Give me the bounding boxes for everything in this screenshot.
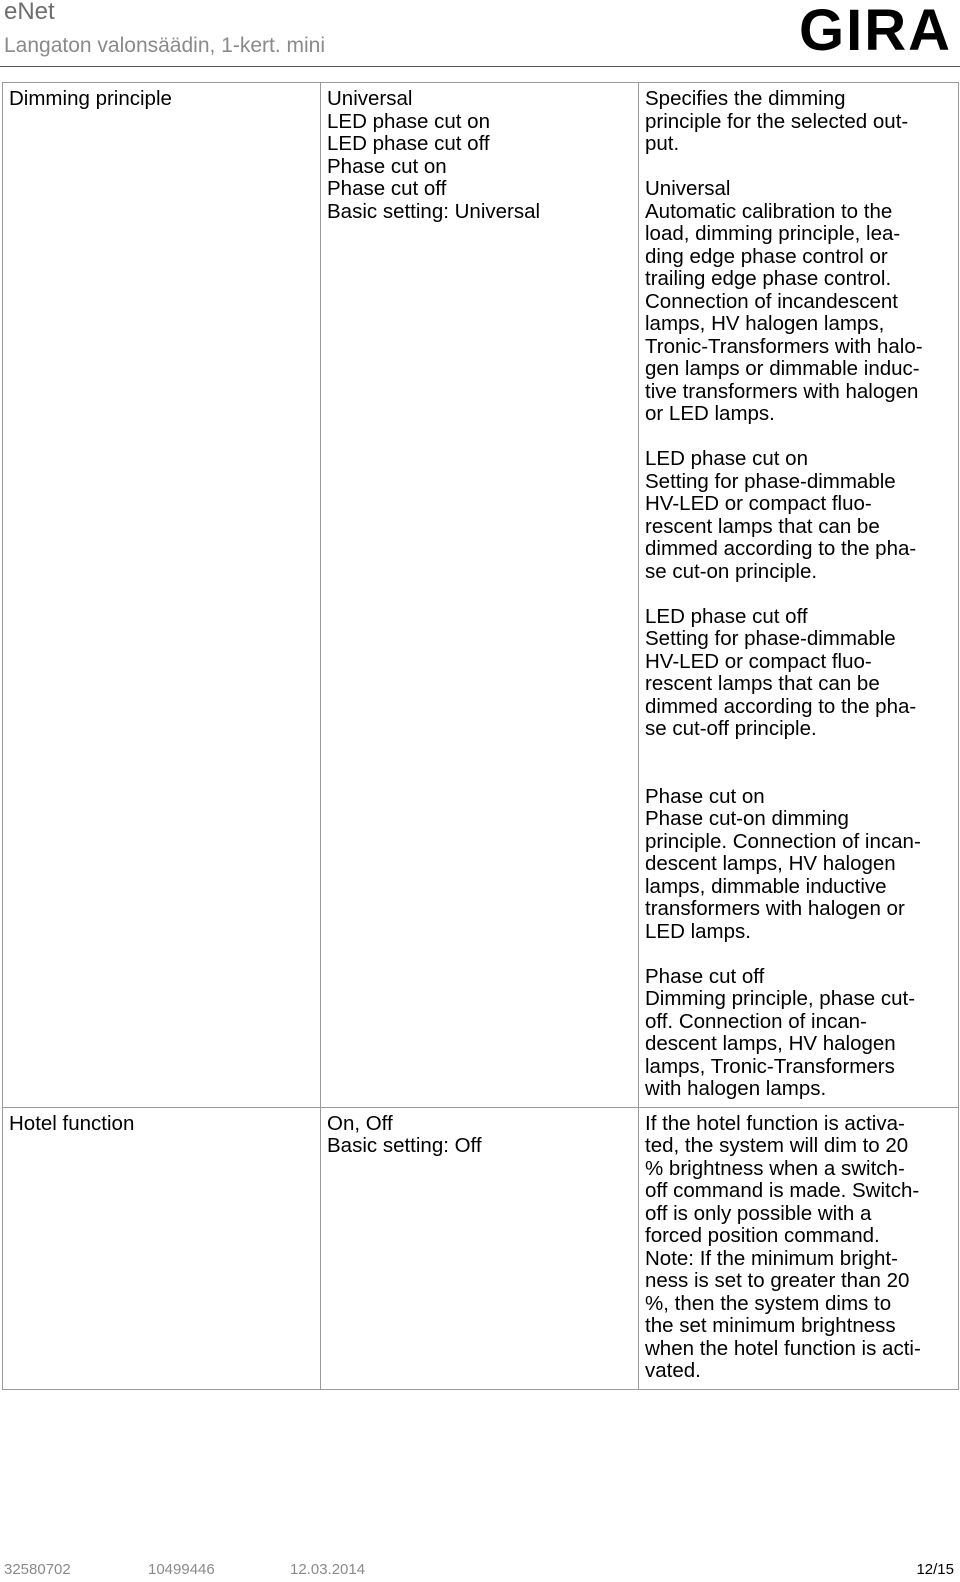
page-gap bbox=[645, 741, 952, 786]
setting-option: On, Off bbox=[327, 1111, 393, 1135]
description-line: Universal bbox=[645, 177, 731, 200]
parameter-settings-cell bbox=[321, 1107, 639, 1389]
parameter-settings-cell bbox=[321, 83, 639, 1108]
description-paragraph bbox=[645, 88, 952, 156]
description-line: Setting for phase-dimmable bbox=[645, 469, 896, 493]
description-line: ted, the system will dim to 20 bbox=[645, 1134, 909, 1157]
gira-logo-text: GIRA bbox=[799, 0, 952, 56]
setting-option: LED phase cut off bbox=[327, 132, 490, 155]
footer-document-id: 32580702 bbox=[4, 1561, 71, 1578]
description-line: LED phase cut on bbox=[645, 447, 808, 470]
description-line: % brightness when a switch- bbox=[645, 1156, 905, 1180]
description-line: rescent lamps that can be bbox=[645, 514, 880, 538]
description-line: put. bbox=[645, 132, 680, 155]
description-line: with halogen lamps. bbox=[645, 1077, 827, 1100]
description-paragraph bbox=[645, 786, 952, 944]
description-line: Tronic-Transformers with halo- bbox=[645, 334, 923, 358]
description-line: rescent lamps that can be bbox=[645, 672, 880, 695]
description-line: gen lamps or dimmable induc- bbox=[645, 357, 920, 380]
description-line: tive transformers with halogen bbox=[645, 379, 919, 403]
description-line: principle for the selected out- bbox=[645, 109, 909, 133]
footer-number: 10499446 bbox=[148, 1561, 215, 1578]
description-line: Automatic calibration to the bbox=[645, 199, 893, 223]
description-paragraph bbox=[645, 1113, 952, 1383]
description-line: se cut-off principle. bbox=[645, 717, 817, 740]
description-line: principle. Connection of incan- bbox=[645, 829, 921, 853]
description-line: off command is made. Switch- bbox=[645, 1179, 920, 1202]
parameter-name-cell bbox=[3, 1107, 321, 1389]
table-row bbox=[3, 83, 959, 1108]
description-line: transformers with halogen or bbox=[645, 897, 905, 920]
description-line: %, then the system dims to bbox=[645, 1291, 892, 1315]
parameter-name: Dimming principle bbox=[9, 87, 172, 110]
description-line: descent lamps, HV halogen bbox=[645, 1032, 896, 1055]
parameter-description-cell bbox=[639, 1107, 959, 1389]
description-line: lamps, HV halogen lamps, bbox=[645, 312, 885, 335]
setting-option: Phase cut on bbox=[327, 154, 447, 178]
product-subtitle: Langaton valonsäädin, 1-kert. mini bbox=[4, 34, 326, 57]
table-row bbox=[3, 1107, 959, 1389]
description-line: Specifies the dimming bbox=[645, 87, 846, 110]
description-line: LED phase cut off bbox=[645, 604, 808, 628]
description-line: off is only possible with a bbox=[645, 1201, 872, 1225]
footer-date: 12.03.2014 bbox=[290, 1561, 366, 1578]
description-paragraph bbox=[645, 606, 952, 741]
description-line: or LED lamps. bbox=[645, 402, 775, 425]
description-line: vated. bbox=[645, 1359, 701, 1382]
description-line: ding edge phase control or bbox=[645, 244, 888, 268]
parameter-name: Hotel function bbox=[9, 1111, 135, 1135]
description-line: load, dimming principle, lea- bbox=[645, 222, 901, 245]
description-line: Note: If the minimum bright- bbox=[645, 1246, 898, 1270]
description-line: HV-LED or compact fluo- bbox=[645, 649, 872, 673]
product-name: eNet bbox=[4, 0, 55, 25]
setting-option: Universal bbox=[327, 87, 413, 110]
description-paragraph bbox=[645, 448, 952, 583]
description-line: LED lamps. bbox=[645, 919, 751, 943]
description-line: dimmed according to the pha- bbox=[645, 694, 917, 718]
gira-logo bbox=[774, 0, 954, 56]
description-line: forced position command. bbox=[645, 1224, 880, 1247]
description-line: lamps, Tronic-Transformers bbox=[645, 1054, 895, 1078]
description-line: lamps, dimmable inductive bbox=[645, 874, 887, 898]
description-line: dimmed according to the pha- bbox=[645, 537, 917, 560]
basic-setting: Basic setting: Off bbox=[327, 1134, 482, 1157]
setting-option: Phase cut off bbox=[327, 177, 447, 200]
description-line: descent lamps, HV halogen bbox=[645, 852, 896, 875]
description-line: trailing edge phase control. bbox=[645, 267, 892, 290]
description-line: Phase cut off bbox=[645, 964, 765, 988]
description-line: ness is set to greater than 20 bbox=[645, 1269, 910, 1292]
basic-setting: Basic setting: Universal bbox=[327, 199, 541, 223]
description-paragraph bbox=[645, 966, 952, 1101]
header-divider bbox=[0, 66, 960, 67]
description-line: Phase cut-on dimming bbox=[645, 807, 849, 830]
description-line: If the hotel function is activa- bbox=[645, 1111, 905, 1135]
description-line: Setting for phase-dimmable bbox=[645, 627, 896, 650]
description-line: off. Connection of incan- bbox=[645, 1009, 867, 1033]
description-line: Dimming principle, phase cut- bbox=[645, 987, 916, 1010]
description-line: the set minimum brightness bbox=[645, 1314, 896, 1337]
description-paragraph bbox=[645, 178, 952, 426]
parameter-table bbox=[2, 82, 959, 1390]
description-line: HV-LED or compact fluo- bbox=[645, 492, 872, 515]
page-number: 12/15 bbox=[916, 1561, 954, 1578]
description-line: when the hotel function is acti- bbox=[645, 1336, 921, 1360]
description-line: Phase cut on bbox=[645, 784, 765, 808]
parameter-description-cell bbox=[639, 83, 959, 1108]
description-line: se cut-on principle. bbox=[645, 559, 818, 583]
description-line: Connection of incandescent bbox=[645, 289, 899, 313]
parameter-name-cell bbox=[3, 83, 321, 1108]
setting-option: LED phase cut on bbox=[327, 109, 490, 133]
